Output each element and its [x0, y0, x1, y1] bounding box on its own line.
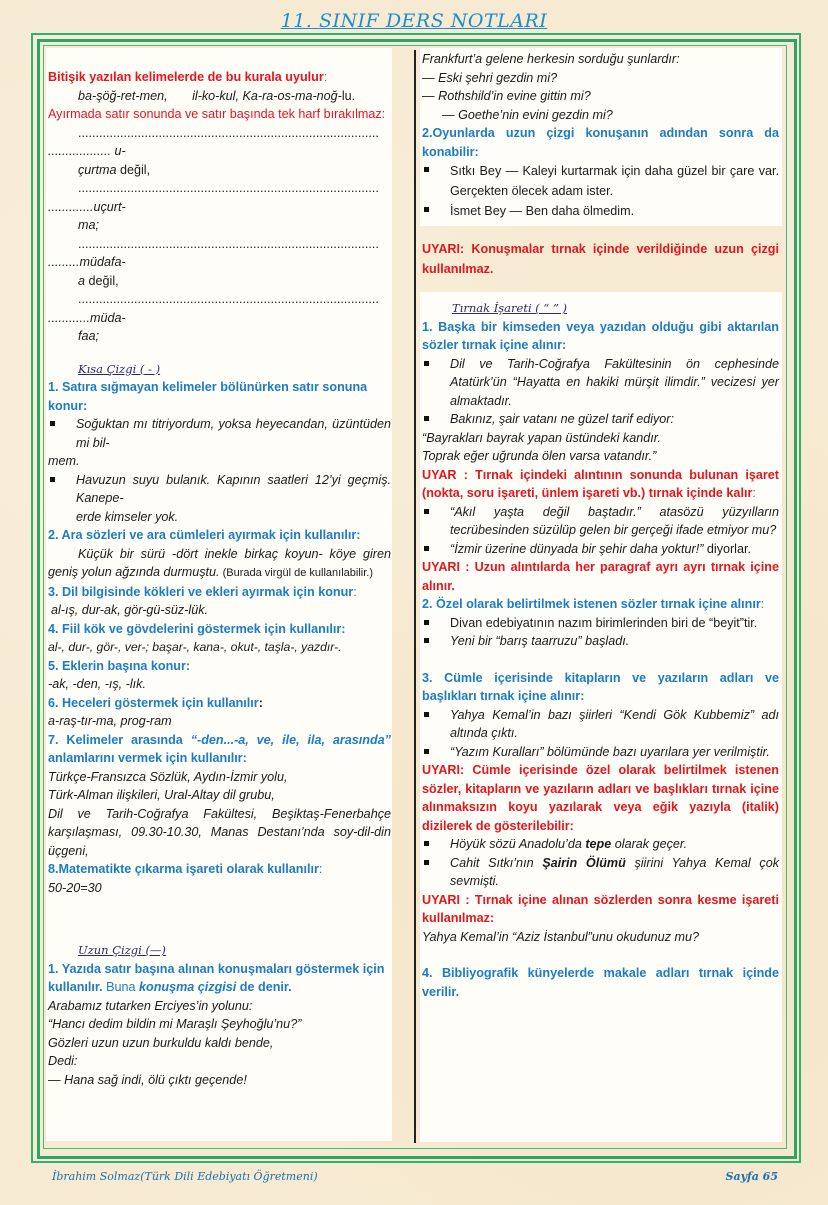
poem-line: Gözleri uzun uzun burkuldu kaldı bende,: [48, 1035, 274, 1050]
warning-note: UYARI : Tırnak içine alınan sözlerden sonra kesme işareti kullanılmaz:: [422, 892, 779, 925]
rule-heading: 5. Eklerin başına konur:: [48, 658, 191, 673]
example-line: al-, dur-, gör-, ver-; başar-, kana-, okut-, taşla-, yazdır-.: [48, 640, 342, 654]
example-line: erde kimseler yok.: [76, 509, 179, 524]
poem-line: Arabamız tutarken Erciyes’in yolunu:: [48, 998, 253, 1013]
rule-heading: 4. Bibliyografik künyelerde makale adları tırnak içinde verilir.: [422, 966, 779, 999]
rule-heading: 6. Heceleri göstermek için kullanılır:: [48, 695, 263, 710]
rule-heading: 1. Başka bir kimseden veya yazıdan olduğu gibi aktarılan sözler tırnak içine alınır:: [422, 319, 779, 352]
example-line: — Rothshild’in evine gittin mi?: [422, 89, 591, 103]
column-divider: [414, 50, 416, 1143]
bullet-item: “Yazım Kuralları” bölümünde bazı uyarılara yer verilmiştir.: [422, 743, 779, 762]
bullet-item: Yahya Kemal’in bazı şiirleri “Kendi Gök Kubbemiz” adı altında çıktı.: [422, 706, 779, 743]
bullet-item: Havuzun suyu bulanık. Kapının saatleri 12’yi geçmiş. Kanepe-: [48, 471, 391, 508]
rule-heading: 7. Kelimeler arasında “-den...-a, ve, ile, ila, arasında” anlamlarını vermek için kullanılır:: [48, 732, 391, 765]
rule-heading: 4. Fiil kök ve gövdelerini göstermek için kullanılır:: [48, 621, 346, 636]
bullet-item: Dil ve Tarih-Coğrafya Fakültesinin ön cephesinde Atatürk’ün “Hayatta en hakiki mürşit ilimdir.” vecizesi yer almaktadır.: [422, 355, 779, 411]
footer-page-number: Sayfa 65: [725, 1170, 778, 1183]
bullet-item: Sıtkı Bey — Kaleyi kurtarmak için daha güzel bir çare var. Gerçekten ölecek adam ister.: [422, 161, 779, 201]
rule-heading: 1. Yazıda satır başına alınan konuşmaları göstermek için kullanılır. Buna konuşma çizgisi de denir.: [48, 961, 385, 994]
intro-heading: Bitişik yazılan kelimelerde de bu kurala uyulur:: [48, 70, 328, 84]
bullet-item: Cahit Sıtkı’nın Şairin Ölümü şiirini Yahya Kemal çok sevmişti.: [422, 854, 779, 891]
warning-note: UYARI: Konuşmalar tırnak içinde verildiğinde uzun çizgi kullanılmaz.: [422, 242, 779, 276]
bullet-item: “İzmir üzerine dünyada bir şehir daha yoktur!” diyorlar.: [422, 540, 779, 559]
bullet-item: Soğuktan mı titriyordum, yoksa heyecandan, üzüntüden mi bil-: [48, 415, 391, 452]
example-line: .........müdafa-: [48, 255, 126, 269]
intro-example: ba-şöğ-ret-men, il-ko-kul, Ka-ra-os-ma-noğ-lu.: [78, 88, 356, 103]
example-line: çurtma değil,: [78, 162, 151, 177]
page-title: 11. SINIF DERS NOTLARI: [280, 10, 548, 32]
example-line: -ak, -den, -ış, -lık.: [48, 677, 146, 691]
rule-heading: 8.Matematikte çıkarma işareti olarak kullanılır:: [48, 862, 323, 876]
rule-heading: 3. Dil bilgisinde kökleri ve ekleri ayırmak için konur:: [48, 584, 357, 599]
example-line: — Eski şehri gezdin mi?: [422, 70, 558, 85]
rule-heading: 2. Ara sözleri ve ara cümleleri ayırmak için kullanılır:: [48, 528, 361, 542]
quote-line: Toprak eğer uğrunda ölen varsa vatandır.”: [422, 449, 657, 463]
poem-line: — Hana sağ indi, ölü çıktı geçende!: [48, 1072, 247, 1087]
footer-author: İbrahim Solmaz(Türk Dili Edebiyatı Öğretmeni): [52, 1170, 318, 1183]
example-paragraph: Küçük bir sürü -dört inekle birkaç koyun- köye giren geniş yolun ağzında durmuştu. (Burada virgül de kullanılabilir.): [48, 546, 391, 579]
quote-line: “Bayrakları bayrak yapan üstündeki kandır.: [422, 430, 661, 445]
example-line: al-ış, dur-ak, gör-gü-süz-lük.: [51, 603, 209, 617]
example-line: faa;: [78, 329, 100, 343]
dots-line: ......................................................................................: [78, 125, 379, 140]
warning-note: UYAR : Tırnak içindeki alıntının sonunda bulunan işaret (nokta, soru işareti, ünlem işareti vb.) tırnak içinde kalır:: [422, 467, 779, 500]
example-line: Türkçe-Fransızca Sözlük, Aydın-İzmir yolu,: [48, 769, 288, 784]
example-line: ............müda-: [48, 310, 126, 325]
example-line: .............uçurt-: [48, 199, 126, 214]
rule-single-letter: Ayırmada satır sonunda ve satır başında tek harf bırakılmaz:: [48, 107, 386, 121]
bullet-item: Yeni bir “barış taarruzu” başladı.: [422, 632, 779, 651]
example-line: Türk-Alman ilişkileri, Ural-Altay dil grubu,: [48, 788, 275, 802]
bullet-item: İsmet Bey — Ben daha ölmedim.: [422, 201, 779, 221]
rule-heading: 2. Özel olarak belirtilmek istenen sözler tırnak içine alınır:: [422, 597, 765, 611]
dots-line: ......................................................................................: [78, 236, 379, 251]
example-line: Yahya Kemal’in “Aziz İstanbul”unu okudunuz mu?: [422, 929, 699, 944]
example-line: a-raş-tır-ma, prog-ram: [48, 714, 172, 728]
warning-note: UYARI: Cümle içerisinde özel olarak belirtilmek istenen sözler, kitapların ve yazıların adları ve başlıkları tırnak içine alınmaksızın koyu yazılarak veya eğik yazıyla (italik) dizilerek de gösterilebilir:: [422, 763, 779, 833]
example-line: mem.: [48, 454, 80, 468]
poem-line: Dedi:: [48, 1054, 78, 1068]
section-title-tirnak: Tırnak İşareti ( “ ” ): [452, 301, 567, 315]
bullet-item: Höyük sözü Anadolu’da tepe olarak geçer.: [422, 835, 779, 854]
bullet-item: Bakınız, şair vatanı ne güzel tarif ediyor:: [422, 410, 779, 429]
rule-heading: 1. Satıra sığmayan kelimeler bölünürken satır sonuna konur:: [48, 380, 368, 413]
example-line: — Goethe’nin evini gezdin mi?: [442, 107, 613, 122]
bullet-item: Divan edebiyatının nazım birimlerinden biri de “beyit”tir.: [422, 614, 779, 633]
warning-note: UYARI : Uzun alıntılarda her paragraf ayrı ayrı tırnak içine alınır.: [422, 560, 779, 593]
section-title-uzun-cizgi: Uzun Çizgi (—): [78, 943, 166, 957]
right-column: [422, 50, 779, 1001]
poem-line: “Hancı dedim bildin mi Maraşlı Şeyhoğlu’nu?”: [48, 1017, 302, 1031]
section-title-kisa-cizgi: Kısa Çizgi ( - ): [78, 361, 161, 376]
example-line: .................. u-: [48, 144, 126, 158]
example-line: ma;: [78, 218, 99, 232]
example-line: Frankfurt’a gelene herkesin sorduğu şunlardır:: [422, 52, 680, 66]
left-column: [48, 60, 391, 1089]
dots-line: ......................................................................................: [78, 292, 379, 306]
example-paragraph: Dil ve Tarih-Coğrafya Fakültesi, Beşiktaş-Fenerbahçe karşılaşması, 09.30-10.30, Manas Destanı’nda soy-dil-din üçgeni,: [48, 806, 391, 858]
dots-line: ......................................................................................: [78, 181, 379, 195]
example-line: 50-20=30: [48, 880, 102, 895]
rule-heading: 3. Cümle içerisinde kitapların ve yazıların adları ve başlıkları tırnak içine alınır:: [422, 670, 779, 703]
bullet-item: “Akıl yaşta değil baştadır.” atasözü yüzyılların tecrübesinden süzülüp gelen bir gerçeği ifade etmiyor mu?: [422, 503, 779, 540]
rule-heading: 2.Oyunlarda uzun çizgi konuşanın adından sonra da konabilir:: [422, 126, 779, 159]
example-line: a değil,: [78, 273, 119, 288]
